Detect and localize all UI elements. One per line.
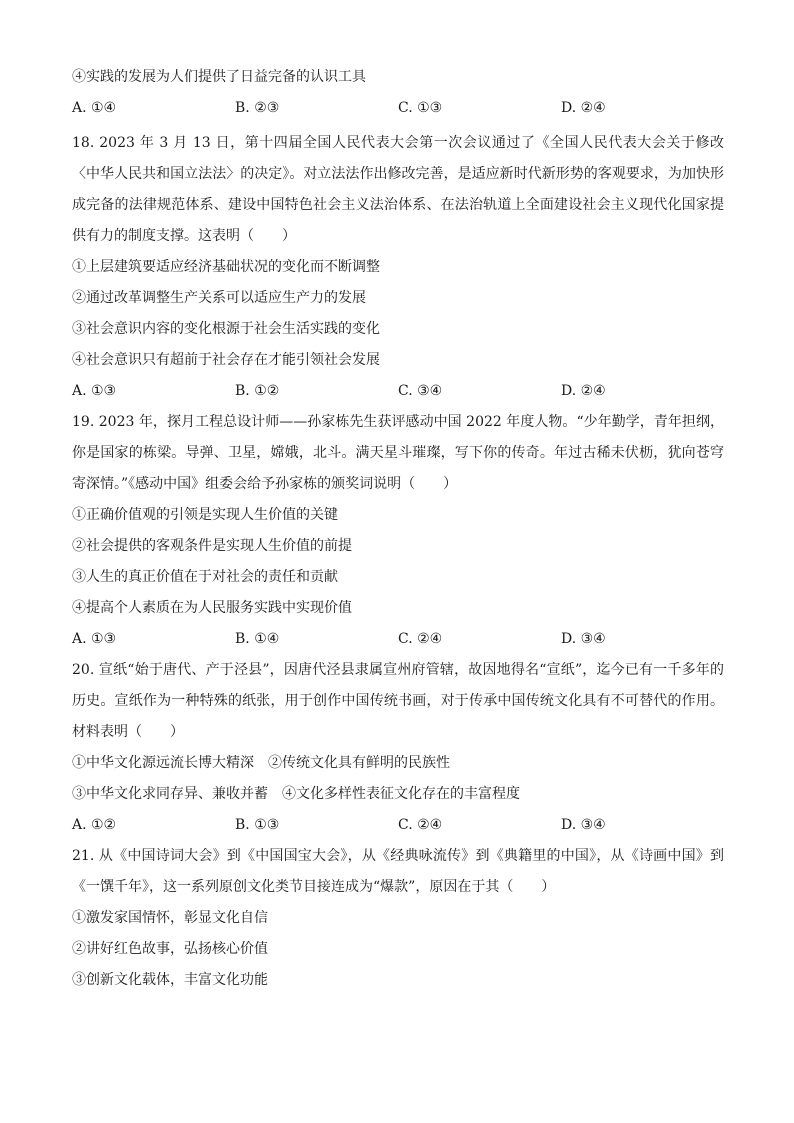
q18-statement-2: ②通过改革调整生产关系可以适应生产力的发展 bbox=[72, 290, 366, 306]
q18-statement-4: ④社会意识只有超前于社会存在才能引领社会发展 bbox=[72, 352, 380, 368]
q18-option-b: B. ①② bbox=[235, 383, 280, 399]
q18-option-a: A. ①③ bbox=[72, 383, 117, 399]
q19-statement-3: ③人生的真正价值在于对社会的责任和贡献 bbox=[72, 569, 338, 585]
q20-option-a: A. ①② bbox=[72, 817, 117, 833]
q18-option-d: D. ②④ bbox=[561, 383, 606, 399]
q17-option-a: A. ①④ bbox=[72, 100, 117, 116]
q20-stem: 20. 宣纸“始于唐代、产于泾县”，因唐代泾县隶属宣州府管辖，故因地得名“宣纸”，迄今已有一千多年的历史。宣纸作为一种特殊的纸张，用于创作中国传统书画，对于传承中国传统文化具有不可替代的作用。材料表明（ ） bbox=[72, 662, 724, 740]
q17-option-b: B. ②③ bbox=[235, 100, 280, 116]
q19-option-b: B. ①④ bbox=[235, 631, 280, 647]
page-content bbox=[72, 62, 724, 996]
q18-option-c: C. ③④ bbox=[398, 383, 443, 399]
q17-statement-4: ④实践的发展为人们提供了日益完备的认识工具 bbox=[72, 69, 366, 85]
q20-option-b: B. ①③ bbox=[235, 817, 280, 833]
q17-options bbox=[72, 93, 724, 124]
q19-options bbox=[72, 624, 724, 655]
q19-option-c: C. ②④ bbox=[398, 631, 443, 647]
q19-statement-2: ②社会提供的客观条件是实现人生价值的前提 bbox=[72, 538, 352, 554]
q20-statement-1-2: ①中华文化源远流长博大精深 ②传统文化具有鲜明的民族性 bbox=[72, 755, 450, 771]
q20-option-d: D. ③④ bbox=[561, 817, 606, 833]
q21-stem: 21. 从《中国诗词大会》到《中国国宝大会》，从《经典咏流传》到《典籍里的中国》，从《诗画中国》到《一馔千年》，这一系列原创文化类节目接连成为“爆款”，原因在于其（ ） bbox=[72, 848, 724, 895]
q18-stem: 18. 2023 年 3 月 13 日，第十四届全国人民代表大会第一次会议通过了《全国人民代表大会关于修改〈中华人民共和国立法法〉的决定》。对立法法作出修改完善，是适应新时代新形势的客观要求，为加快形成完备的法律规范体系、建设中国特色社会主义法治体系、在法治轨道上全面建设社会主义现代化国家提供有力的制度支撑。这表明（ ） bbox=[72, 135, 724, 244]
q17-option-c: C. ①③ bbox=[398, 100, 443, 116]
q19-statement-4: ④提高个人素质在为人民服务实践中实现价值 bbox=[72, 600, 352, 616]
q21-statement-2: ②讲好红色故事，弘扬核心价值 bbox=[72, 941, 268, 957]
q19-stem: 19. 2023 年，探月工程总设计师——孙家栋先生获评感动中国 2022 年度人物。“少年勤学，青年担纲，你是国家的栋梁。导弹、卫星，嫦娥，北斗。满天星斗璀璨，写下你的传奇。年过古稀未伏枥，犹向苍穹寄深情。”《感动中国》组委会给予孙家栋的颁奖词说明（ ） bbox=[72, 414, 724, 492]
q20-statement-3-4: ③中华文化求同存异、兼收并蓄 ④文化多样性表征文化存在的丰富程度 bbox=[72, 786, 520, 802]
q19-option-d: D. ③④ bbox=[561, 631, 606, 647]
q20-options bbox=[72, 810, 724, 841]
q18-statement-1: ①上层建筑要适应经济基础状况的变化而不断调整 bbox=[72, 259, 380, 275]
q18-options bbox=[72, 376, 724, 407]
q19-statement-1: ①正确价值观的引领是实现人生价值的关键 bbox=[72, 507, 338, 523]
q21-statement-3: ③创新文化载体，丰富文化功能 bbox=[72, 972, 268, 988]
q20-option-c: C. ②④ bbox=[398, 817, 443, 833]
q17-option-d: D. ②④ bbox=[561, 100, 606, 116]
q21-statement-1: ①激发家国情怀，彰显文化自信 bbox=[72, 910, 268, 926]
q18-statement-3: ③社会意识内容的变化根源于社会生活实践的变化 bbox=[72, 321, 380, 337]
q19-option-a: A. ①③ bbox=[72, 631, 117, 647]
